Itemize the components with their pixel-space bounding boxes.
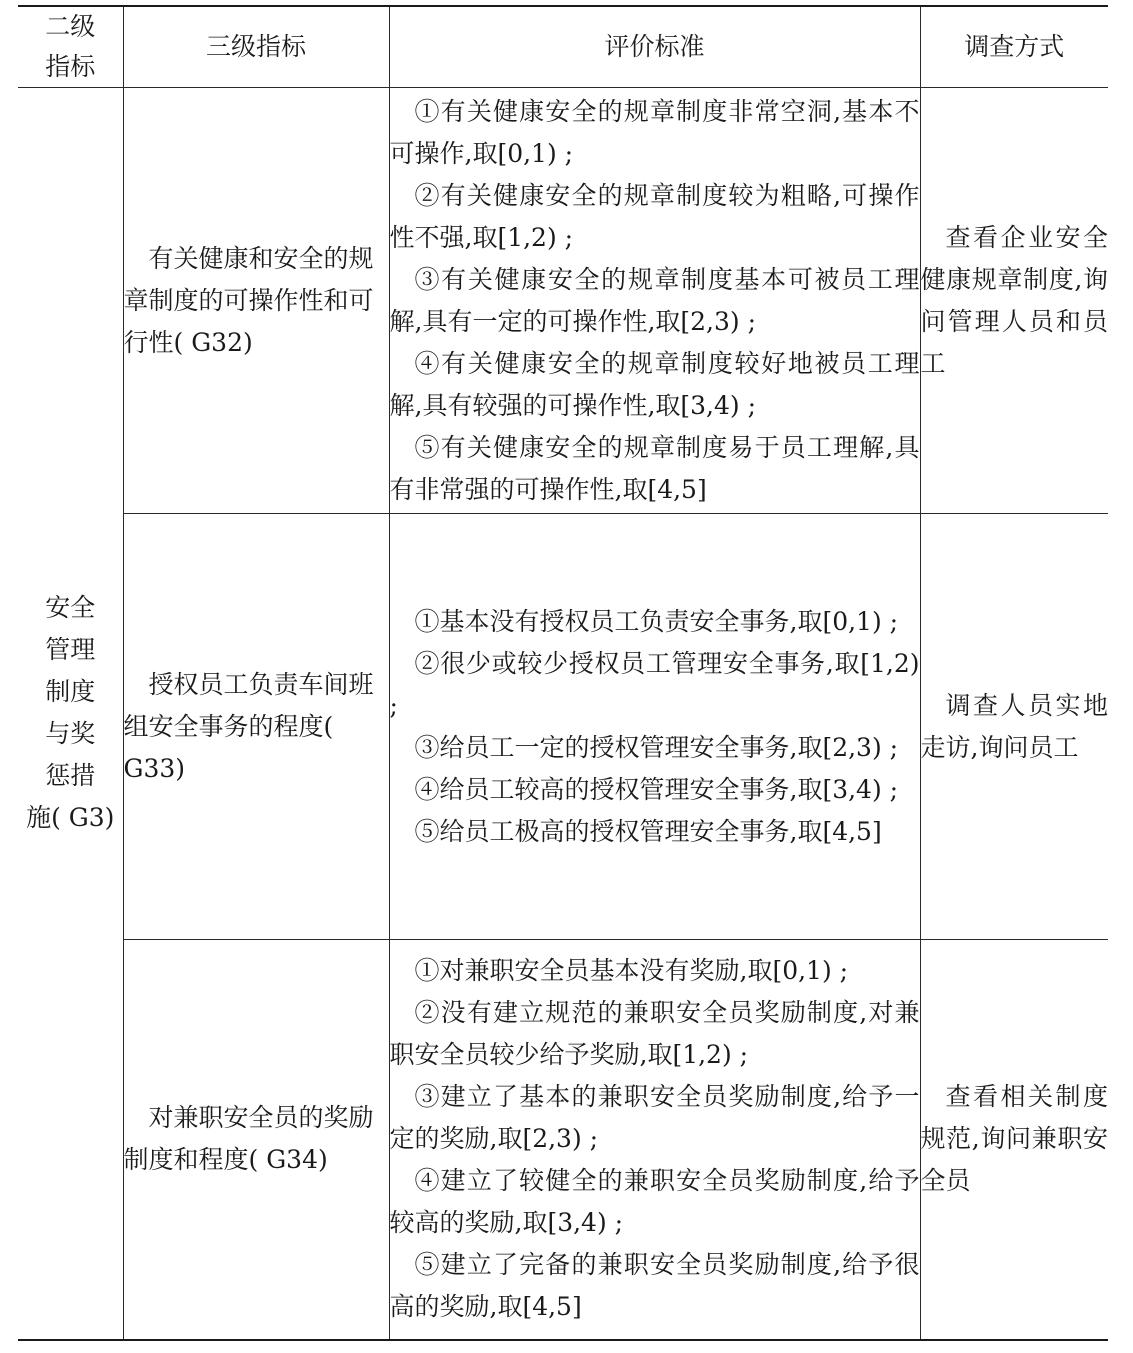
level2-line: 施( G3) [26, 803, 115, 833]
criterion-item: ③有关健康安全的规章制度基本可被员工理解,具有一定的可操作性,取[2,3) ; [389, 264, 920, 336]
criterion-item: ①有关健康安全的规章制度非常空洞,基本不可操作,取[0,1) ; [389, 96, 920, 168]
criteria-cell [389, 940, 920, 1340]
level2-indicator [18, 88, 123, 1340]
criterion-item: ③建立了基本的兼职安全员奖励制度,给予一定的奖励,取[2,3) ; [389, 1082, 920, 1154]
criterion-item: ④建立了较健全的兼职安全员奖励制度,给予较高的奖励,取[3,4) ; [389, 1166, 920, 1238]
criterion-item: ③给员工一定的授权管理安全事务,取[2,3) ; [414, 732, 899, 762]
criterion-item: ⑤给员工极高的授权管理安全事务,取[4,5] [414, 816, 882, 846]
level3-indicator [123, 940, 389, 1340]
header-method: 调查方式 [920, 6, 1108, 88]
evaluation-table [18, 5, 1108, 1341]
header-level2-line: 二级 [45, 12, 96, 41]
survey-method [920, 88, 1108, 514]
level2-line: 惩措 [45, 761, 96, 791]
header-level3: 三级指标 [123, 6, 389, 88]
header-level2-line: 指标 [45, 52, 96, 81]
table-row [18, 88, 1108, 514]
criterion-item: ②很少或较少授权员工管理安全事务,取[1,2) ; [389, 648, 920, 720]
criteria-cell [389, 514, 920, 940]
criterion-item: ④有关健康安全的规章制度较好地被员工理解,具有较强的可操作性,取[3,4) ; [389, 348, 920, 420]
header-standard: 评价标准 [389, 6, 920, 88]
indicator-text: 有关健康和安全的规章制度的可操作性和可行性( G32) [123, 243, 374, 357]
header-row [18, 6, 1108, 88]
header-level2 [18, 6, 123, 88]
criterion-item: ④给员工较高的授权管理安全事务,取[3,4) ; [414, 774, 899, 804]
method-text: 查看企业安全健康规章制度,询问管理人员和员工 [920, 222, 1108, 378]
indicator-text: 授权员工负责车间班组安全事务的程度( G33) [123, 669, 374, 783]
criterion-item: ①对兼职安全员基本没有奖励,取[0,1) ; [414, 956, 849, 986]
table-row [18, 940, 1108, 1340]
table-row [18, 514, 1108, 940]
criterion-item: ⑤建立了完备的兼职安全员奖励制度,给予很高的奖励,取[4,5] [389, 1250, 920, 1322]
level3-indicator [123, 88, 389, 514]
indicator-text: 对兼职安全员的奖励制度和程度( G34) [123, 1103, 374, 1175]
survey-method [920, 940, 1108, 1340]
level2-line: 管理 [45, 635, 96, 665]
level3-indicator [123, 514, 389, 940]
criteria-cell [389, 88, 920, 514]
criterion-item: ⑤有关健康安全的规章制度易于员工理解,具有非常强的可操作性,取[4,5] [389, 432, 920, 504]
criterion-item: ①基本没有授权员工负责安全事务,取[0,1) ; [414, 606, 899, 636]
level2-line: 安全 [45, 593, 96, 623]
criterion-item: ②有关健康安全的规章制度较为粗略,可操作性不强,取[1,2) ; [389, 180, 920, 252]
survey-method [920, 514, 1108, 940]
criterion-item: ②没有建立规范的兼职安全员奖励制度,对兼职安全员较少给予奖励,取[1,2) ; [389, 998, 920, 1070]
level2-line: 制度 [45, 677, 96, 707]
method-text: 查看相关制度规范,询问兼职安全员 [920, 1082, 1108, 1196]
level2-line: 与奖 [45, 719, 96, 749]
method-text: 调查人员实地走访,询问员工 [920, 690, 1108, 762]
